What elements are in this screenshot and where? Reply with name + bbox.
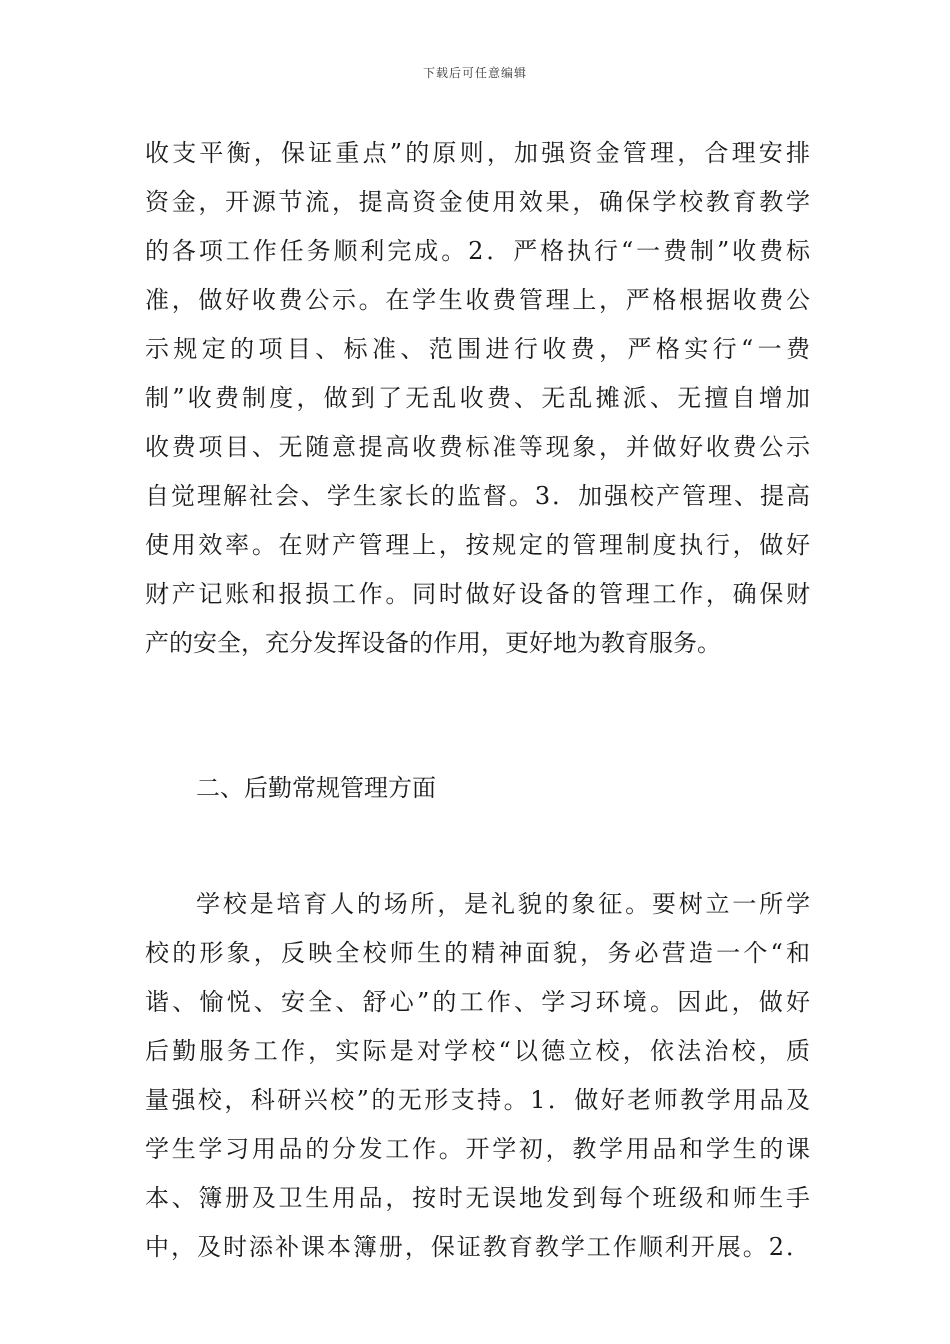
text-line: 学校是培育人的场所，是礼貌的象征。要树立一所学 [196, 890, 810, 918]
text-line: 资金，开源节流，提高资金使用效果，确保学校教育教学 [145, 188, 810, 216]
text-line: 量强校，科研兴校”的无形支持。1．做好老师教学用品及 [145, 1086, 810, 1114]
paragraph-logistics [145, 880, 810, 1272]
text-line: 校的形象，反映全校师生的精神面貌，务必营造一个“和 [145, 939, 810, 967]
text-line: 的各项工作任务顺利完成。2．严格执行“一费制”收费标 [145, 237, 810, 265]
text-line: 本、簿册及卫生用品，按时无误地发到每个班级和师生手 [145, 1184, 810, 1212]
page-header: 下载后可任意编辑 [422, 66, 527, 80]
section-heading: 二、后勤常规管理方面 [196, 774, 436, 802]
text-line: 示规定的项目、标准、范围进行收费，严格实行“一费 [145, 335, 810, 363]
paragraph-finance [145, 129, 810, 668]
text-line: 准，做好收费公示。在学生收费管理上，严格根据收费公 [145, 286, 810, 314]
text-line: 自觉理解社会、学生家长的监督。3．加强校产管理、提高 [145, 482, 810, 510]
text-line: 收支平衡，保证重点”的原则，加强资金管理，合理安排 [145, 139, 810, 167]
text-line: 后勤服务工作，实际是对学校“以德立校，依法治校，质 [145, 1037, 810, 1065]
text-line: 财产记账和报损工作。同时做好设备的管理工作，确保财 [145, 580, 810, 608]
document-body [145, 129, 810, 1272]
text-line: 中，及时添补课本簿册，保证教育教学工作顺利开展。2． [145, 1233, 810, 1261]
text-line: 制”收费制度，做到了无乱收费、无乱摊派、无擅自增加 [145, 384, 810, 412]
text-line: 使用效率。在财产管理上，按规定的管理制度执行，做好 [145, 531, 810, 559]
text-line: 学生学习用品的分发工作。开学初，教学用品和学生的课 [145, 1135, 810, 1163]
text-line: 谐、愉悦、安全、舒心”的工作、学习环境。因此，做好 [145, 988, 810, 1016]
text-line: 收费项目、无随意提高收费标准等现象，并做好收费公示 [145, 433, 810, 461]
text-line: 产的安全，充分发挥设备的作用，更好地为教育服务。 [145, 629, 721, 657]
